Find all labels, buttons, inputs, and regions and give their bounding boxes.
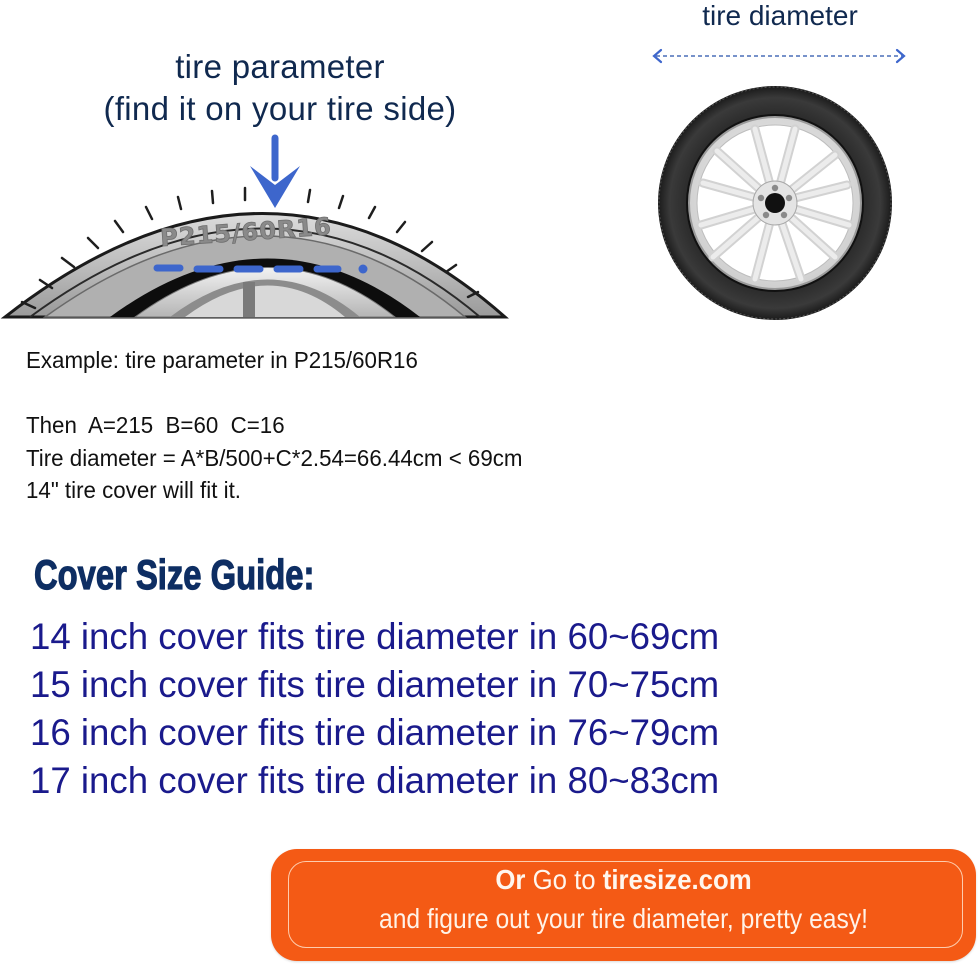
tiresize-banner (271, 849, 976, 961)
example-formula-line: Tire diameter = A*B/500+C*2.54=66.44cm < 69cm (26, 445, 523, 471)
tiresize-link[interactable]: tiresize.com (602, 864, 752, 895)
tire-parameter-title: tire parameter (175, 48, 385, 85)
tire-parameter-heading (0, 46, 560, 130)
size-guide-title: Cover Size Guide: (34, 551, 315, 598)
sidewall-marking-text: P215/60R16 (159, 212, 333, 253)
down-arrow-icon (250, 138, 300, 208)
example-values-line: Then A=215 B=60 C=16 (26, 412, 285, 438)
size-guide-row-16: 16 inch cover fits tire diameter in 76~79cm (30, 712, 720, 753)
size-guide-row-15: 15 inch cover fits tire diameter in 70~75cm (30, 664, 720, 705)
banner-line-1 (299, 863, 948, 897)
example-conclusion-line: 14" tire cover will fit it. (26, 477, 241, 503)
size-guide-row-14: 14 inch cover fits tire diameter in 60~69cm (30, 616, 720, 657)
banner-or-label: Or (495, 864, 526, 895)
wheel-illustration (655, 85, 895, 325)
double-arrow-icon (648, 44, 910, 68)
example-line: Example: tire parameter in P215/60R16 (26, 347, 418, 373)
banner-go-to-label: Go to (525, 864, 603, 895)
tire-parameter-subtitle: (find it on your tire side) (103, 90, 457, 127)
size-guide-row-17: 17 inch cover fits tire diameter in 80~83cm (30, 760, 720, 801)
tire-sidewall-illustration (0, 130, 520, 320)
banner-line-2: and figure out your tire diameter, pretty easy! (379, 903, 868, 934)
tire-diameter-title: tire diameter (702, 0, 858, 31)
